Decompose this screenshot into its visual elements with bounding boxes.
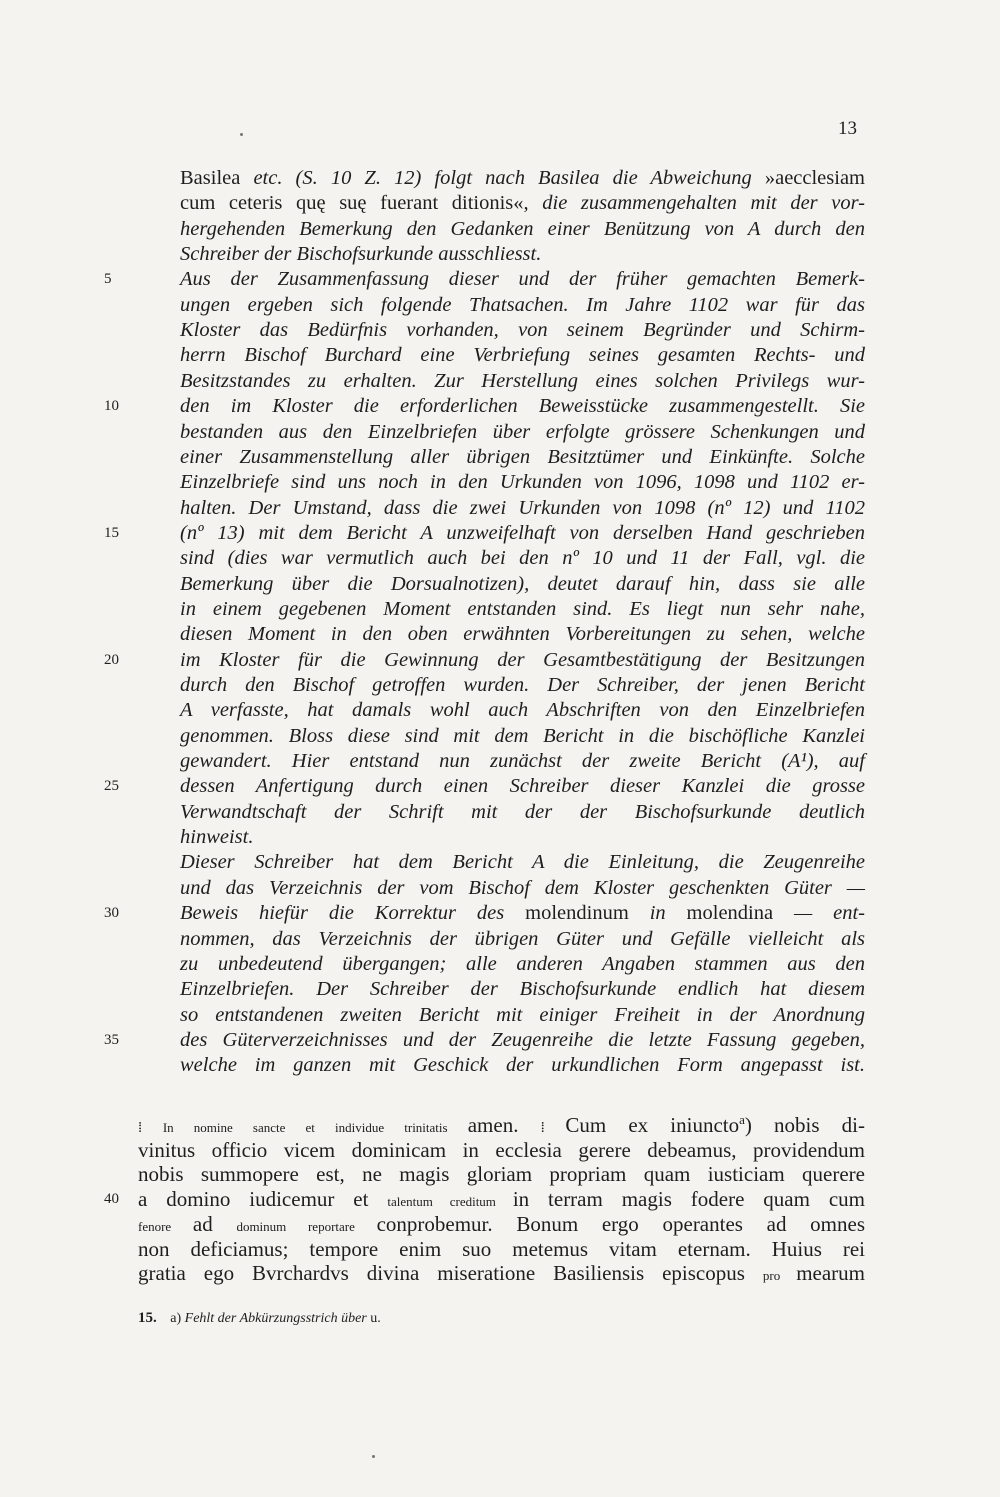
text-run: in terram magis fodere quam cum <box>512 1187 865 1212</box>
text-run: nobis summopere est, ne magis gloriam propriam quam iusticiam querere <box>138 1162 865 1187</box>
text-run: in <box>649 902 687 925</box>
text-run: welche im ganzen mit Geschick der urkundlichen Form angepasst ist. <box>180 1054 865 1077</box>
commentary-line <box>180 952 865 976</box>
commentary-line <box>180 394 865 418</box>
text-run: herrn Bischof Burchard eine Verbriefung seines gesamten Rechts- und <box>180 344 865 367</box>
text-run: Verwandtschaft der Schrift mit der der Bischofsurkunde deutlich <box>180 800 865 823</box>
commentary-line <box>180 825 865 849</box>
commentary-line <box>180 876 865 900</box>
text-run: ungen ergeben sich folgende Thatsachen. Im Jahre 1102 war für das <box>180 293 865 316</box>
text-run: halten. Der Umstand, dass die zwei Urkunden von 1098 (nº 12) und 1102 <box>180 496 865 519</box>
text-run: a domino iudicemur et <box>138 1187 388 1212</box>
charter-line <box>138 1138 865 1162</box>
commentary-line <box>180 369 865 393</box>
commentary-line <box>180 927 865 951</box>
text-run: Aus der Zusammenfassung dieser und der früher gemachten Bemerk- <box>180 268 865 291</box>
commentary-line <box>180 217 865 241</box>
text-run: zu unbedeutend übergangen; alle anderen Angaben stammen aus den <box>180 952 865 975</box>
commentary-line <box>180 166 865 190</box>
footnote-tail: u. <box>370 1311 381 1326</box>
commentary-line <box>180 343 865 367</box>
speck <box>372 1455 375 1458</box>
text-run: ad <box>192 1211 237 1236</box>
commentary-line <box>180 242 865 266</box>
text-run: In nomine sancte et individue trinitatis <box>162 1120 468 1135</box>
text-run: ⁞ <box>540 1120 566 1136</box>
text-run: Bemerkung über die Dorsualnotizen), deutet darauf hin, dass sie alle <box>180 572 865 595</box>
text-run: (nº 13) mit dem Bericht A unzweifelhaft von derselben Hand geschrieben <box>180 521 865 544</box>
text-run: Cum ex iniuncto <box>565 1113 740 1137</box>
text-run: amen. <box>467 1113 541 1137</box>
commentary-line <box>180 850 865 874</box>
text-run: bestanden aus den Einzelbriefen über erfolgte grössere Schenkungen und <box>180 420 865 443</box>
text-run: »aecclesiam <box>764 167 866 189</box>
commentary-line <box>180 648 865 672</box>
text-run: Einzelbriefen. Der Schreiber der Bischofsurkunde endlich hat diesem <box>180 978 865 1001</box>
text-run: dessen Anfertigung durch einen Schreiber dieser Kanzlei die grosse <box>180 775 865 798</box>
commentary-line <box>180 901 865 925</box>
text-run: Kloster das Bedürfnis vorhanden, von seinem Begründer und Schirm- <box>180 319 865 342</box>
commentary-line <box>180 774 865 798</box>
text-run: ⁞ <box>138 1120 163 1136</box>
text-run: pro <box>762 1268 797 1284</box>
text-run: und das Verzeichnis der vom Bischof dem Kloster geschenkten Güter — <box>180 876 865 899</box>
text-run: so entstandenen zweiten Bericht mit einiger Freiheit in der Anordnung <box>180 1003 865 1026</box>
charter-line <box>138 1162 865 1186</box>
text-run: nommen, das Verzeichnis der übrigen Güter und Gefälle vielleicht als <box>180 927 865 950</box>
text-run: cum ceteris quę suę fuerant ditionis«, <box>180 192 543 215</box>
line-number: 5 <box>104 271 112 288</box>
commentary-line <box>180 521 865 545</box>
commentary-line <box>180 293 865 317</box>
commentary-line <box>180 191 865 215</box>
footnote-number: 15. <box>138 1310 157 1326</box>
text-run: conprobemur. Bonum ergo operantes ad omnes <box>376 1211 865 1236</box>
text-run: — ent- <box>793 902 865 925</box>
text-run: mearum <box>796 1261 865 1286</box>
page-number: 13 <box>838 118 857 139</box>
commentary-line <box>180 800 865 824</box>
line-number: 35 <box>104 1031 119 1048</box>
commentary-line <box>180 1053 865 1077</box>
footnote <box>138 1310 638 1327</box>
text-run: etc. (S. 10 Z. 12) folgt nach Basilea die Abweichung <box>253 167 765 189</box>
commentary-line <box>180 420 865 444</box>
commentary-line <box>180 470 865 494</box>
text-run: hinweist. <box>180 826 254 849</box>
text-run: A verfasste, hat damals wohl auch Abschriften von den Einzelbriefen <box>180 699 865 722</box>
text-run: talentum creditum <box>387 1194 513 1210</box>
text-run: fenore <box>138 1218 193 1234</box>
footnote-text: Fehlt der Abkürzungsstrich über <box>184 1311 367 1326</box>
commentary-line <box>180 977 865 1001</box>
text-run: diesen Moment in den oben erwähnten Vorbereitungen zu sehen, welche <box>180 623 865 646</box>
charter-line <box>138 1212 865 1239</box>
line-number: 25 <box>104 778 119 795</box>
text-run: Dieser Schreiber hat dem Bericht A die Einleitung, die Zeugenreihe <box>180 851 865 874</box>
text-run: ) nobis di- <box>744 1113 866 1137</box>
line-number: 20 <box>104 651 119 668</box>
text-run: non deficiamus; tempore enim suo metemus vitam eternam. Huius rei <box>138 1236 865 1261</box>
text-run: einer Zusammenstellung aller übrigen Besitztümer und Einkünfte. Solche <box>180 445 865 468</box>
speck <box>240 133 243 136</box>
charter-line <box>138 1187 865 1214</box>
commentary-line <box>180 749 865 773</box>
charter-line <box>138 1261 865 1288</box>
text-run: sind (dies war vermutlich auch bei den nº 10 und 11 der Fall, vgl. die <box>180 547 865 570</box>
commentary-line <box>180 673 865 697</box>
text-run: im Kloster für die Gewinnung der Gesamtbestätigung der Besitzungen <box>180 648 865 671</box>
commentary-line <box>180 267 865 291</box>
line-number: 40 <box>104 1191 119 1208</box>
text-run: den im Kloster die erforderlichen Beweisstücke zusammengestellt. Sie <box>180 395 865 418</box>
commentary-line <box>180 445 865 469</box>
text-run: die zusammengehalten mit der vor- <box>542 192 865 215</box>
text-run: gewandert. Hier entstand nun zunächst der zweite Bericht (A¹), auf <box>180 750 865 773</box>
text-run: a <box>739 1112 745 1127</box>
text-run: Besitzstandes zu erhalten. Zur Herstellung eines solchen Privilegs wur- <box>180 369 865 392</box>
commentary-line <box>180 622 865 646</box>
commentary-line <box>180 724 865 748</box>
footnote-marker: a) <box>170 1311 182 1326</box>
commentary-line <box>180 698 865 722</box>
commentary-line <box>180 572 865 596</box>
text-run: durch den Bischof getroffen wurden. Der Schreiber, der jenen Bericht <box>180 674 865 696</box>
text-run: molendinum <box>525 902 650 925</box>
text-run: Einzelbriefe sind uns noch in den Urkunden von 1096, 1098 und 1102 er- <box>180 471 865 494</box>
text-run: vinitus officio vicem dominicam in ecclesia gerere debeamus, providendum <box>138 1137 865 1162</box>
charter-line <box>138 1113 865 1140</box>
charter-line <box>138 1237 865 1261</box>
text-run: in einem gegebenen Moment entstanden sind. Es liegt nun sehr nahe, <box>180 597 865 620</box>
text-run: gratia ego Bvrchardvs divina miseratione Basiliensis episcopus <box>138 1261 763 1286</box>
commentary-line <box>180 318 865 342</box>
text-run: des Güterverzeichnisses und der Zeugenreihe die letzte Fassung gegeben, <box>180 1028 865 1051</box>
text-run: Beweis hiefür die Korrektur des <box>180 902 526 925</box>
commentary-line <box>180 1028 865 1052</box>
commentary-line <box>180 546 865 570</box>
line-number: 10 <box>104 398 119 415</box>
text-run: dominum reportare <box>236 1218 377 1234</box>
line-number: 15 <box>104 524 119 541</box>
commentary-line <box>180 597 865 621</box>
text-run: molendina <box>686 902 794 925</box>
text-run: Basilea <box>180 167 254 189</box>
text-run: hergehenden Bemerkung den Gedanken einer Benützung von A durch den <box>180 217 865 240</box>
text-run: Schreiber der Bischofsurkunde ausschliesst. <box>180 243 542 266</box>
commentary-line <box>180 496 865 520</box>
commentary-line <box>180 1003 865 1027</box>
line-number: 30 <box>104 905 119 922</box>
text-run: genommen. Bloss diese sind mit dem Bericht in die bischöfliche Kanzlei <box>180 724 865 747</box>
